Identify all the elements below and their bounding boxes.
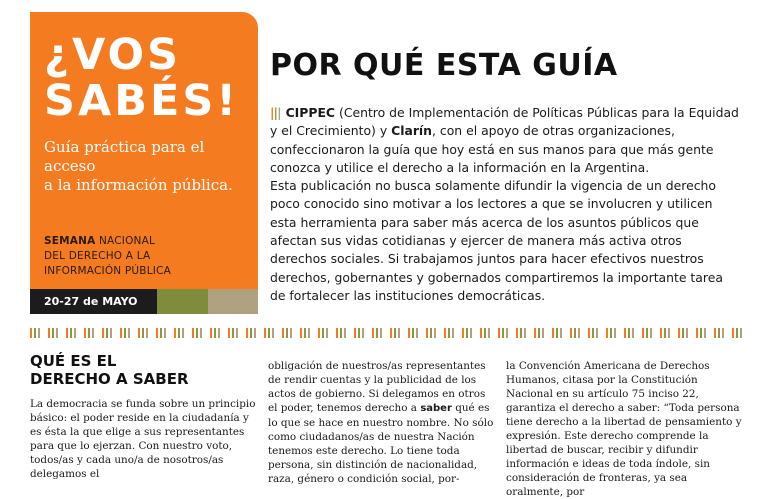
week-label-line3: INFORMACIÓN PÚBLICA (44, 265, 171, 277)
intro-cippec: CIPPEC (285, 105, 336, 120)
article-column-3: la Convención Americana de Derechos Humanos, citasa por la Constitución Nacional en su artículo 75 inciso 22, garantiza el derecho a saber: “Toda persona tiene derecho a la libertad de pensamiento y expresión. Este derecho comprende la libertad de buscar, recibir y difundir información e ideas de toda índole, sin consideración de fronteras, ya sea oralmente, por (506, 360, 742, 498)
week-label-line2: DEL DERECHO A LA (44, 250, 151, 262)
section-title: POR QUÉ ESTA GUÍA (270, 48, 618, 83)
cover-title-line1: ¿VOS (44, 30, 181, 80)
event-date (44, 295, 138, 309)
article-heading-line1: QUÉ ES EL (30, 352, 117, 370)
intro-p2: Esta publicación no busca solamente difundir la vigencia de un derecho poco conocido sino motivar a los lectores a que se involucren y utilicen esta herramienta para saber más acerca de los asuntos públicos que afectan sus vidas cotidianas y ejercer de manera más activa otros derechos sociales. Si trabajamos juntos para hacer efectivos nuestros derechos, gobernantes y gobernados compartiremos la importante tarea de fortalecer las instituciones democráticas. (270, 178, 723, 303)
dashed-divider (30, 328, 742, 338)
intro-p1a: (Centro de Implementación de Políticas Públicas para la Equidad y el Crecimiento) y (270, 105, 739, 139)
intro-clarin: Clarín (391, 123, 433, 139)
cover-card (30, 12, 258, 314)
event-date-month: MAYO (102, 295, 138, 308)
article-column-2a: obligación de nuestros/as representantes de rendir cuentas y la publicidad de los actos de gobierno. Si delegamos en otros el poder, tenemos derecho a (268, 360, 486, 414)
cover-title-line2: SABÉS! (44, 76, 239, 126)
article-heading (30, 352, 250, 388)
cover-subtitle-line1: Guía práctica para el acceso (44, 138, 205, 175)
cover-title (44, 32, 239, 124)
cover-subtitle-line2: a la información pública. (44, 176, 233, 194)
olive-block (157, 289, 208, 314)
article-column-2 (268, 359, 496, 486)
intro-p1b: , con el apoyo de otras organizaciones, confeccionaron la guía que hoy está en sus manos para que más gente conozca y utilice el derecho a la información en la Argentina. (270, 123, 714, 175)
triple-bar-icon: ||| (270, 105, 281, 120)
article-column-2b: qué es lo que se hace en nuestro nombre. No sólo como ciudadanos/as de nuestra Nación tenemos este derecho. Lo tiene toda persona, sin distinción de nacionalidad, raza, género o condición social, por- (268, 402, 494, 485)
article-column-1: La democracia se funda sobre un principio básico: el poder reside en la ciudadanía y es ésta la que elige a sus representantes para que lo ejerzan. Con nuestro voto, todos/as y cada uno/a de nosotros/as delegamos el (30, 398, 256, 480)
article-heading-line2: DERECHO A SABER (30, 370, 189, 388)
intro-text (270, 104, 740, 305)
week-label-bold: SEMANA (44, 235, 96, 247)
event-date-prefix: 20-27 de (44, 295, 99, 308)
week-label-rest: NACIONAL (98, 235, 156, 247)
article-column-2-bold: saber (420, 403, 452, 414)
week-label (44, 234, 254, 279)
cover-subtitle (44, 138, 252, 195)
tan-block (208, 289, 258, 314)
